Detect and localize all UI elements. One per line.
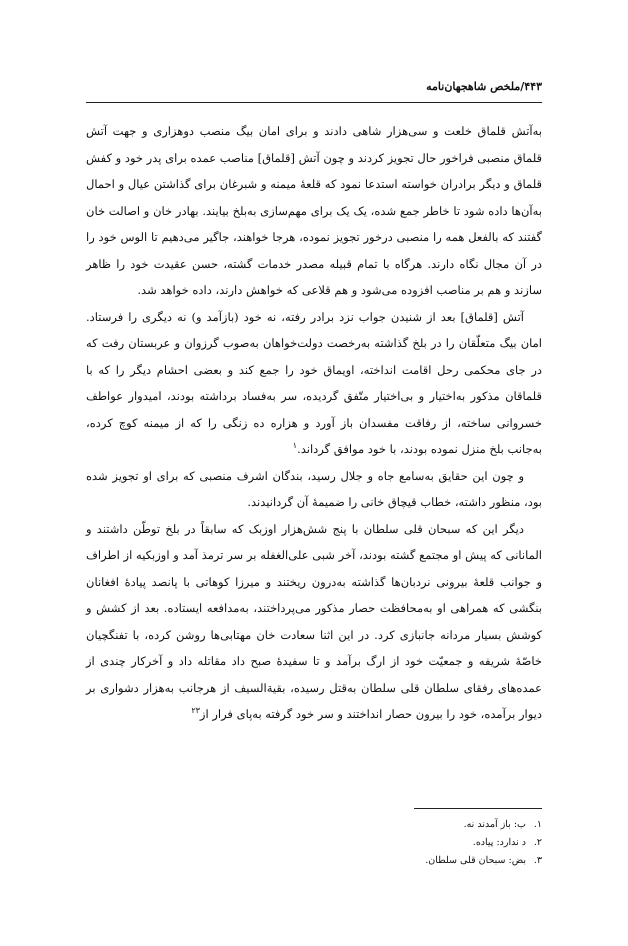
footnote-separator [414, 808, 542, 809]
running-header [86, 80, 542, 103]
paragraph-3: و چون این حقایق به‌سامع جاه و جلال رسید، بندگان اشرف منصبی که برای او تجویز شده بود، منظور داشته، خطاب قیچاق خانی را ضمیمهٔ آن گردانیدند. [86, 468, 542, 509]
footnote-marker-1: ۱ [292, 441, 298, 451]
paragraph-4-text: دیگر این که سبحان قلی سلطان با پنج شش‌هزار اوزبک که سابقاً در بلخ توطّن داشتند و المانانی که پیش او مجتمع گشته بودند، آخر شبی علی‌الغفله بر سر ترمذ آمد و اوزبکیه از اطراف و جوانب قلعهٔ بیرونی نردبان‌ها گذاشته به‌درون ریختند و میرزا کوهاتی با پانصد پیادهٔ افغانان بنگشی که همراهی او به‌محافظت حصار مذکور می‌پرداختند، به‌مدافعه ایستاده. بعد از کشش و کوشش بسیار مردانه جانبازی کرد. در این اثنا سعادت خان مهتابی‌ها روشن کرده، با تفنگچیان خاصّهٔ شریفه و جمعیّت خود از ارگ برآمد و تا سفیدهٔ صبح داد مقاتله داد و آخرکار چندی از عمده‌های رفقای سلطان قلی سلطان به‌قتل رسیده، بقیةالسیف از هرجانب به‌هزار دشواری بر دیوار برآمده، خود را بیرون حصار انداختند و سر خود گرفته به‌پای فرار از [86, 521, 542, 721]
footnotes [86, 816, 542, 870]
body-text [86, 118, 542, 728]
footnote-text: ب: باز آمدند نه. [463, 819, 526, 830]
paragraph-1: به‌آتش قلماق خلعت و سی‌هزار شاهی دادند و برای امان بیگ منصب دوهزاری و جهت آتش قلماق منصبی فراخور حال تجویز کردند و چون آتش [قلماق] مناصب عمده برای پدر خود و کفش قلماق و دیگر برادران خواسته استدعا نمود که قلعهٔ میمنه و شبرغان برای گذاشتن عیال و احمال به‌آن‌ها داده شود تا خاطر جمع شده، یک یک برای مهم‌سازی به‌بلخ بیایند. بهادر خان و اصالت خان گفتند که بالفعل همه را منصبی درخور تجویز نموده، هرجا خواهند، جاگیر می‌دهیم تا الوس خود را در آن مجال نگاه دارند. هرگاه با تمام قبیله مصدر خدمات گشته، حسن عقیدت خود را ظاهر سازند و هم بر مناصب افزوده می‌شود و هم قلاعی که خواهش دارند، داده خواهد شد. [86, 124, 542, 297]
footnote-item [86, 852, 542, 870]
paragraph-2-text: آتش [قلماق] بعد از شنیدن جواب نزد برادر رفته، نه خود (بازآمد و) نه دیگری را فرستاد. امان بیگ متعلّقان را در بلخ گذاشته به‌رخصت دولت‌خواهان به‌صوب گرزوان و عربستان رفت که در جای محکمی رحل اقامت انداخته، اویماق خود را جمع کند و بعضی احشام دیگر را که با قلماقان مذکور به‌اختیار و بی‌اختیار متّفق گردیده، سر به‌فساد برداشته بودند، امیدوار عواطف خسروانی ساخته، از رفاقت مفسدان باز آورد و هزاره ده زنگی را که از میمنه کوچ کرده، به‌جانب بلخ منزل نموده بودند، با خود موافق گرداند. [86, 309, 542, 456]
paragraph-4 [86, 516, 542, 728]
footnote-marker-3: ۳ [195, 706, 200, 716]
running-header-title: ۴۴۳/ملخص شاهجهان‌نامه [426, 80, 542, 93]
footnote-item [86, 816, 542, 834]
footnote-number: ۳. [533, 855, 542, 866]
footnote-item [86, 834, 542, 852]
footnote-number: ۲. [533, 837, 542, 848]
footnote-text: بض: سبحان قلی سلطان. [425, 855, 526, 866]
paragraph-2 [86, 304, 542, 463]
footnote-number: ۱. [533, 819, 542, 830]
footnote-text: د ندارد: پیاده. [472, 837, 526, 848]
footnote-marker-2: ۲ [191, 706, 196, 716]
